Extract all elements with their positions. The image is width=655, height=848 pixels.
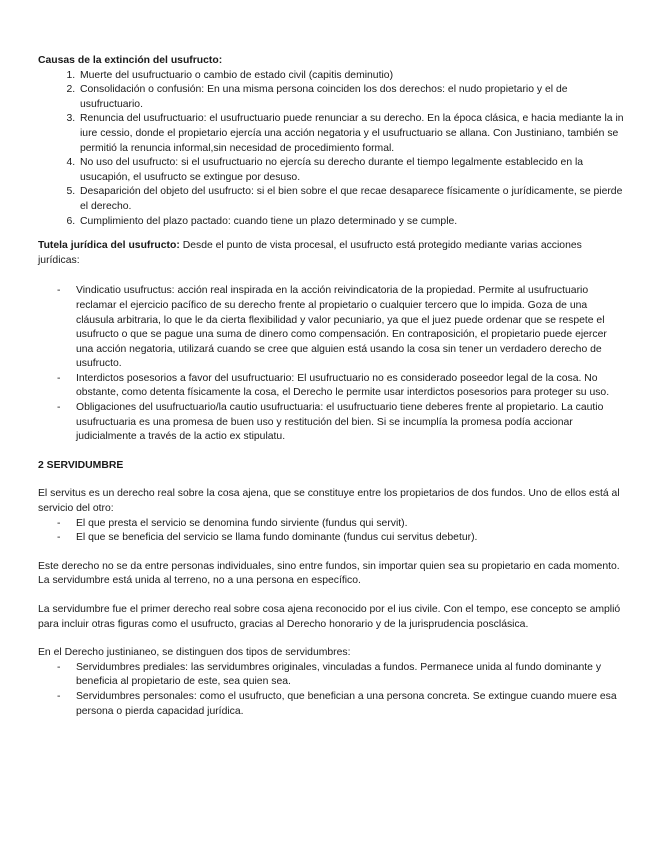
list-item: - Servidumbres prediales: las servidumbres originales, vinculadas a fundos. Permanece unida al fundo dominante y beneficia al propietario de este, sea quien sea. <box>76 661 625 690</box>
list-item: 4. No uso del usufructo: si el usufructuario no ejercía su derecho durante el tiempo legalmente establecido en la usucapión, el usufructo se extingue por desuso. <box>78 156 625 185</box>
causas-heading: Causas de la extinción del usufructo: <box>38 55 223 66</box>
list-item: - El que se beneficia del servicio se llama fundo dominante (fundus cui servitus debetur). <box>76 531 625 546</box>
paragraph: La servidumbre fue el primer derecho real sobre cosa ajena reconocido por el ius civile. Con el tempo, ese concepto se amplió para incluir otras figuras como el usufructo, gracias al Derecho honorario y de la jurisprudencia posclásica. <box>38 604 621 630</box>
fundos-list <box>38 517 625 546</box>
list-item: - El que presta el servicio se denomina fundo sirviente (fundus qui servit). <box>76 517 625 532</box>
paragraph: En el Derecho justinianeo, se distinguen dos tipos de servidumbres: <box>38 647 351 659</box>
tutela-heading: Tutela jurídica del usufructo: <box>38 240 180 252</box>
list-item: - Servidumbres personales: como el usufructo, que benefician a una persona concreta. Se extingue cuando muere esa persona o pierda capacidad jurídica. <box>76 690 625 719</box>
section-heading: 2 SERVIDUMBRE <box>38 459 124 471</box>
list-item: 5. Desaparición del objeto del usufructo: si el bien sobre el que recae desaparece físicamente o jurídicamente, se pierde el derecho. <box>78 185 625 214</box>
list-item: - Vindicatio usufructus: acción real inspirada en la acción reivindicatoria de la propiedad. Permite al usufructuario reclamar el ejercicio pacífico de su derecho frente al propietario o cualquier tercero que lo impida. Goza de una cláusula arbitraria, lo que le da cierta flexibilidad y valor pecuniario, ya que el juez puede ordenar que se respete el usufructo o que se pague una suma de dinero como compensación. En contraposición, el propietario puede ejercer una acción negatoria, utilizará cuando se cree que alguien está usando la cosa sin tener un verdadero derecho de usufructo. <box>76 284 625 372</box>
list-item: - Obligaciones del usufructuario/la cautio usufructuaria: el usufructuario tiene deberes frente al propietario. La cautio usufructuaria es una promesa de buen uso y restitución del bien. Si se incumplía la promesa podía accionar judicialmente a través de la actio ex stipulatu. <box>76 401 625 445</box>
list-item: 6. Cumplimiento del plazo pactado: cuando tiene un plazo determinado y se cumple. <box>78 215 625 230</box>
list-item: 2. Consolidación o confusión: En una misma persona coinciden los dos derechos: el nudo propietario y el de usufructuario. <box>78 83 625 112</box>
tutela-intro: Desde el punto de vista procesal, el usufructo está protegido mediante varias acciones jurídicas: <box>38 240 582 266</box>
tutela-paragraph <box>38 239 625 268</box>
tipos-list <box>38 661 625 719</box>
servidumbre-intro: El servitus es un derecho real sobre la cosa ajena, que se constituye entre los propietarios de dos fundos. Uno de ellos está al servicio del otro: <box>38 488 620 515</box>
list-item: 3. Renuncia del usufructuario: el usufructuario puede renunciar a su derecho. En la época clásica, e hacia mediante la in iure cessio, donde el propietario ejercía una acción negatoria y el usufructuario se allana. Con Justiniano, también se permitió la renuncia informal,sin necesidad de procedimiento formal. <box>78 112 625 156</box>
list-item: - Interdictos posesorios a favor del usufructuario: El usufructuario no es considerado poseedor legal de la cosa. No obstante, como detenta físicamente la cosa, el Derecho le permite usar interdictos posesorios para proteger su uso. <box>76 372 625 401</box>
causas-list <box>38 69 625 230</box>
list-item: 1. Muerte del usufructuario o cambio de estado civil (capitis deminutio) <box>78 69 625 84</box>
paragraph: Este derecho no se da entre personas individuales, sino entre fundos, sin importar quien sea su propietario en cada momento. La servidumbre está unida al terreno, no a una persona en específico. <box>38 560 620 587</box>
tutela-list <box>38 284 625 445</box>
